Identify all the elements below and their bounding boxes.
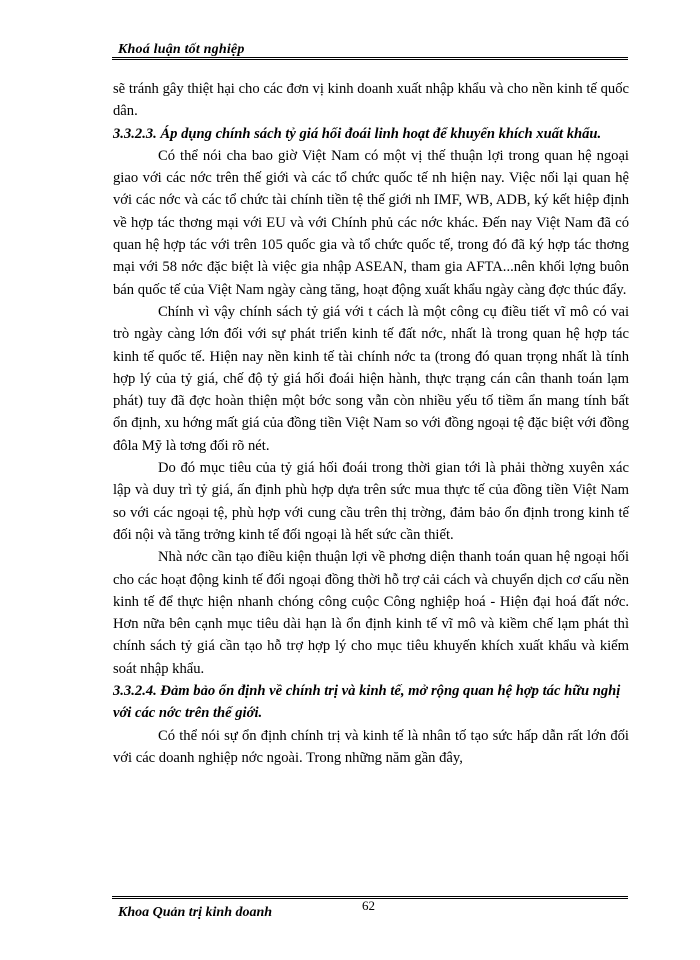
paragraph-6: Có thể nói sự ổn định chính trị và kinh tế là nhân tố tạo sức hấp dẫn rất lớn đối với các doanh nghiệp nớc ngoài. Trong những năm gần đây, — [113, 727, 629, 766]
paragraph-4: Do đó mục tiêu của tỷ giá hối đoái trong thời gian tới là phải thờng xuyên xác lập và duy trì tỷ giá, ấn định phù hợp dựa trên sức mua thực tế của đồng tiền Việt Nam so với các ngoại tệ, phù hợp với cung cầu trên thị trờng, đảm bảo ổn định trong kinh tế đối nội và tăng trởng kinh tế đối ngoại là hết sức cần thiết. — [113, 460, 629, 543]
paragraph-2: Có thể nói cha bao giờ Việt Nam có một vị thế thuận lợi trong quan hệ ngoại giao với các nớc trên thế giới và các tổ chức quốc tế nh hiện nay. Việc nối lại quan hệ với các nớc và các tổ chức tài chính tiền tệ thế giới nh IMF, WB, ADB, ký kết hiệp định về hợp tác thơng mại với EU và với Chính phủ các nớc khác. Đến nay Việt Nam đã có quan hệ hợp tác với trên 105 quốc gia và tổ chức quốc tế, trong đó đã ký hợp tác thơng mại với 58 nớc đặc biệt là việc gia nhập ASEAN, tham gia AFTA...nên khối lợng buôn bán quốc tế của Việt Nam ngày càng tăng, hoạt động xuất khẩu ngày càng đợc thúc đẩy. — [113, 147, 629, 298]
page-footer — [112, 896, 628, 926]
section-heading-3-3-2-3: 3.3.2.3. Áp dụng chính sách tỷ giá hối đoái linh hoạt để khuyến khích xuất khẩu. — [113, 125, 602, 142]
footer-faculty: Khoa Quản trị kinh doanh — [118, 905, 273, 920]
section-heading-3-3-2-4: 3.3.2.4. Đảm bảo ổn định về chính trị và kinh tế, mở rộng quan hệ hợp tác hữu nghị với các nớc trên thế giới. — [113, 683, 621, 722]
page-number: 62 — [362, 898, 375, 913]
paragraph-3: Chính vì vậy chính sách tỷ giá với t cách là một công cụ điều tiết vĩ mô có vai trò ngày càng lớn đối với sự phát triển kinh tế đất nớc, nhất là trong quan hệ hợp tác kinh tế quốc tế. Hiện nay nền kinh tế tài chính nớc ta (trong đó quan trọng nhất là tính hợp lý của tỷ giá, chế độ tỷ giá hối đoái hiện hành, thực trạng cán cân thanh toán lạm phát) tuy đã đợc hoàn thiện một bớc song vẫn còn nhiều yếu tố tiềm ẩn mang tính bất ổn định, xu hớng mất giá của đồng tiền Việt Nam so với đồng ngoại tệ đặc biệt với đồng đôla Mỹ là tơng đối rõ nét. — [113, 303, 629, 454]
header-title: Khoá luận tốt nghiệp — [118, 42, 245, 57]
paragraph-5: Nhà nớc cần tạo điều kiện thuận lợi về phơng diện thanh toán quan hệ ngoại hối cho các hoạt động kinh tế đối ngoại đồng thời hỗ trợ cải cách và chuyển dịch cơ cấu nền kinh tế để thực hiện nhanh chóng công cuộc Công nghiệp hoá - Hiện đại hoá đất nớc. Hơn nữa bên cạnh mục tiêu dài hạn là ổn định kinh tế vĩ mô và kiềm chế lạm phát thì chính sách tỷ giá cần tạo hỗ trợ hợp lý cho mục tiêu khuyến khích xuất khẩu và kiểm soát nhập khẩu. — [113, 549, 629, 677]
paragraph-1: sẽ tránh gây thiệt hại cho các đơn vị kinh doanh xuất nhập khẩu và cho nền kinh tế quốc dân. — [113, 81, 629, 120]
page-header — [112, 38, 628, 60]
header-rule — [112, 57, 628, 60]
body-text — [113, 78, 629, 769]
